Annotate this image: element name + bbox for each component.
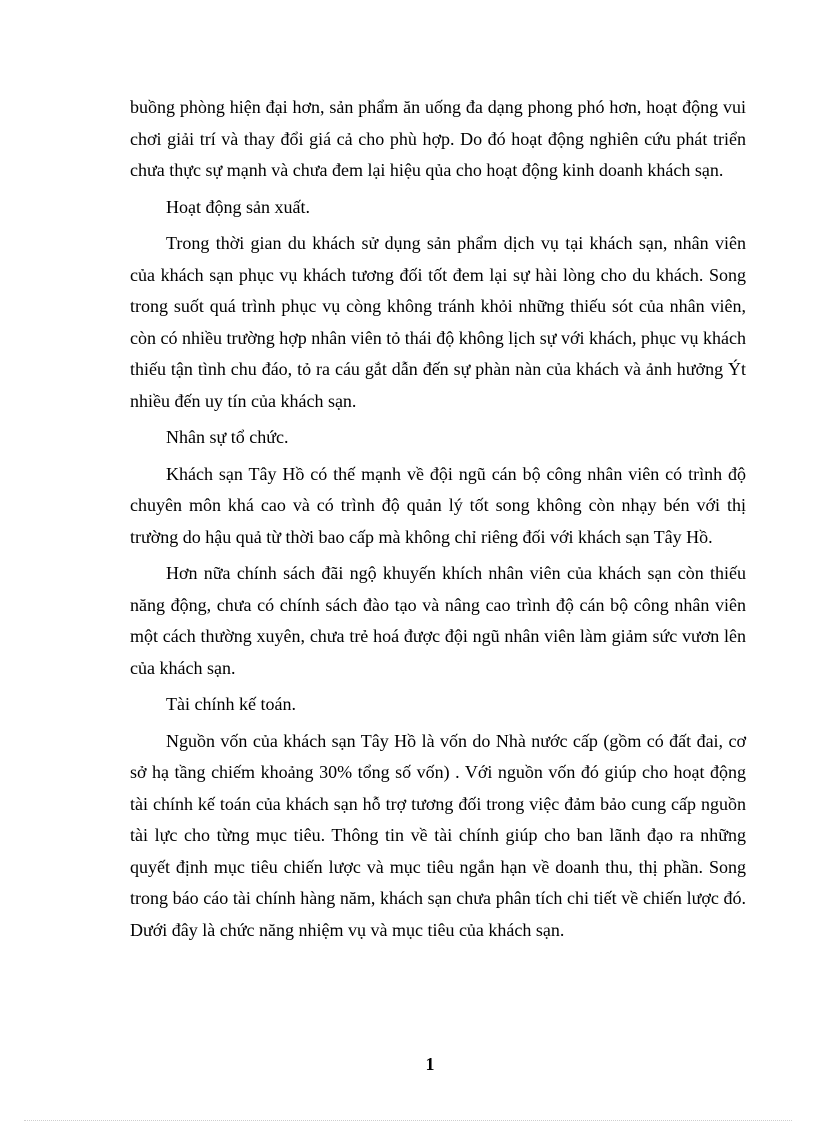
body-text xyxy=(130,92,746,951)
paragraph-finance: Nguồn vốn của khách sạn Tây Hồ là vốn do Nhà nước cấp (gồm có đất đai, cơ sở hạ tầng chiếm khoảng 30% tổng số vốn) . Với nguồn vốn đó giúp cho hoạt động tài chính kế toán của khách sạn hỗ trợ tương đối trong việc đảm bảo cung cấp nguồn tài lực cho từng mục tiêu. Thông tin về tài chính giúp cho ban lãnh đạo ra những quyết định mục tiêu chiến lược và mục tiêu ngắn hạn về doanh thu, thị phần. Song trong báo cáo tài chính hàng năm, khách sạn chưa phân tích chi tiết về chiến lược đó. Dưới đây là chức năng nhiệm vụ và mục tiêu của khách sạn. xyxy=(130,730,746,940)
page-number: 1 xyxy=(425,1054,435,1074)
section-heading-production: Hoạt động sản xuất. xyxy=(166,196,310,217)
paragraph-production: Trong thời gian du khách sử dụng sản phẩm dịch vụ tại khách sạn, nhân viên của khách sạn phục vụ khách tương đối tốt đem lại sự hài lòng cho du khách. Song trong suốt quá trình phục vụ còng không tránh khỏi những thiếu sót của nhân viên, còn có nhiều trường hợp nhân viên tỏ thái độ không lịch sự với khách, phục vụ khách thiếu tận tình chu đáo, tỏ ra cáu gắt dẫn đến sự phàn nàn của khách và ảnh hưởng Ýt nhiều đến uy tín của khách sạn. xyxy=(130,233,746,411)
paragraph-personnel-1: Khách sạn Tây Hồ có thế mạnh về đội ngũ cán bộ công nhân viên có trình độ chuyên môn khá cao và có trình độ quản lý tốt song không còn nhạy bén với thị trường do hậu quả từ thời bao cấp mà không chỉ riêng đối với khách sạn Tây Hồ. xyxy=(130,463,746,547)
section-heading-finance: Tài chính kế toán. xyxy=(166,694,296,714)
section-heading-personnel: Nhân sự tổ chức. xyxy=(166,427,289,447)
page-bottom-divider xyxy=(24,1120,792,1121)
paragraph-personnel-2: Hơn nữa chính sách đãi ngộ khuyến khích nhân viên của khách sạn còn thiếu năng động, chưa có chính sách đào tạo và nâng cao trình độ cán bộ công nhân viên một cách thường xuyên, chưa trẻ hoá được đội ngũ nhân viên làm giảm sức vươn lên của khách sạn. xyxy=(130,563,746,678)
paragraph-continuation: buồng phòng hiện đại hơn, sản phẩm ăn uống đa dạng phong phó hơn, hoạt động vui chơi giải trí và thay đổi giá cả cho phù hợp. Do đó hoạt động nghiên cứu phát triển chưa thực sự mạnh và chưa đem lại hiệu qủa cho hoạt động kinh doanh khách sạn. xyxy=(130,97,746,180)
